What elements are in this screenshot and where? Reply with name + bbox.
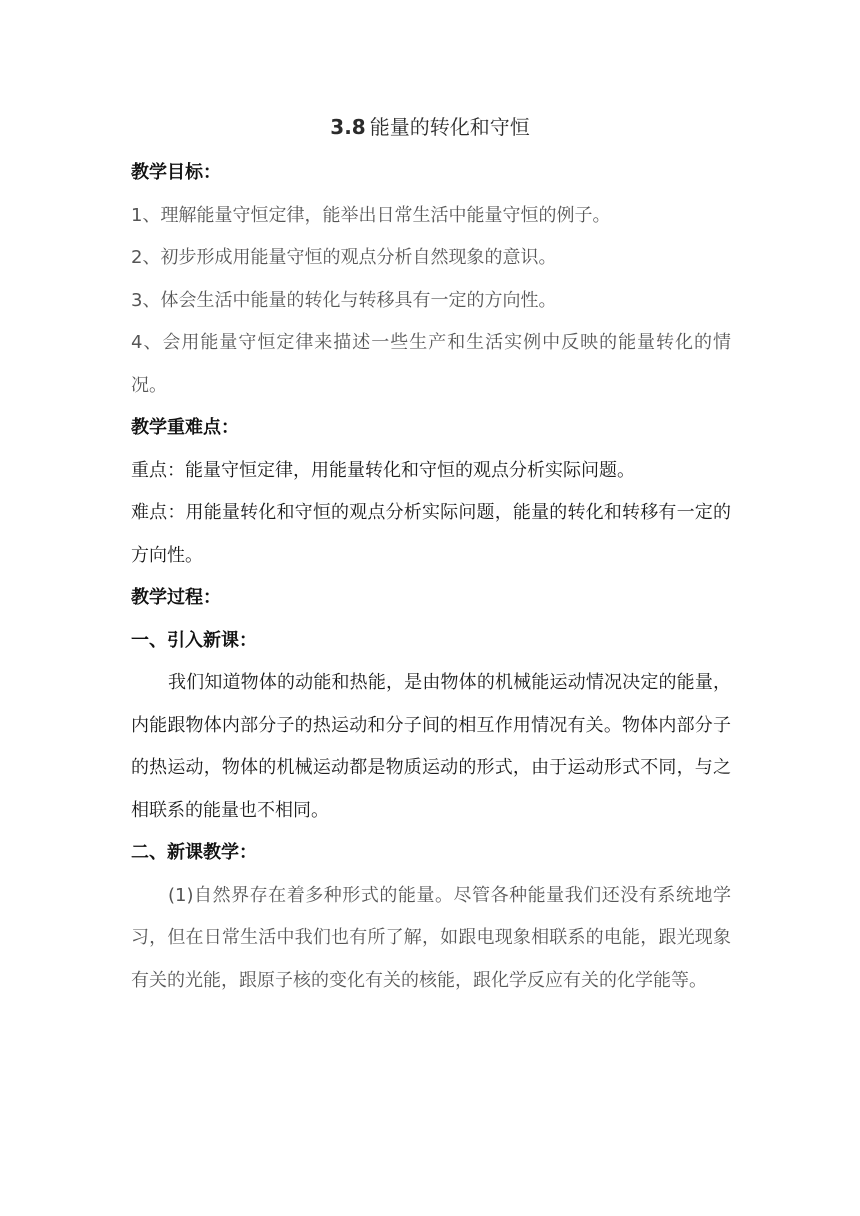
section2-heading: 二、新课教学： [131,842,257,863]
section1-heading: 一、引入新课： [131,629,257,651]
title-text: 能量的转化和守恒 [369,115,530,139]
title-number: 3.8 [330,115,366,139]
section1-paragraph: 我们知道物体的动能和热能，是由物体的机械能运动情况决定的能量，内能跟物体内部分子的热运动和分子间的相互作用情况有关。物体内部分子的热运动，物体的机械运动都是物质运动的形式，由于运动形式不同，与之相联系的能量也不相同。 [131,672,731,821]
key-points-heading: 教学重难点： [131,417,239,438]
difficulty-text: 难点：用能量转化和守恒的观点分析实际问题，能量的转化和转移有一定的方向性。 [131,502,731,566]
objective-item-3: 3、体会生活中能量的转化与转移具有一定的方向性。 [131,289,557,311]
key-point-text: 重点：能量守恒定律，用能量转化和守恒的观点分析实际问题。 [131,459,635,481]
document-body [131,152,731,1002]
objective-item-1: 1、理解能量守恒定律，能举出日常生活中能量守恒的例子。 [131,204,611,226]
objective-item-2: 2、初步形成用能量守恒的观点分析自然现象的意识。 [131,247,557,268]
process-heading: 教学过程： [131,587,221,608]
document-title [0,111,860,143]
objective-item-4: 4、会用能量守恒定律来描述一些生产和生活实例中反映的能量转化的情况。 [131,332,731,396]
section2-paragraph: (1)自然界存在着多种形式的能量。尽管各种能量我们还没有系统地学习，但在日常生活中我们也有所了解，如跟电现象相联系的电能，跟光现象有关的光能，跟原子核的变化有关的核能，跟化学反应有关的化学能等。 [131,884,731,991]
objectives-heading: 教学目标： [131,162,221,183]
